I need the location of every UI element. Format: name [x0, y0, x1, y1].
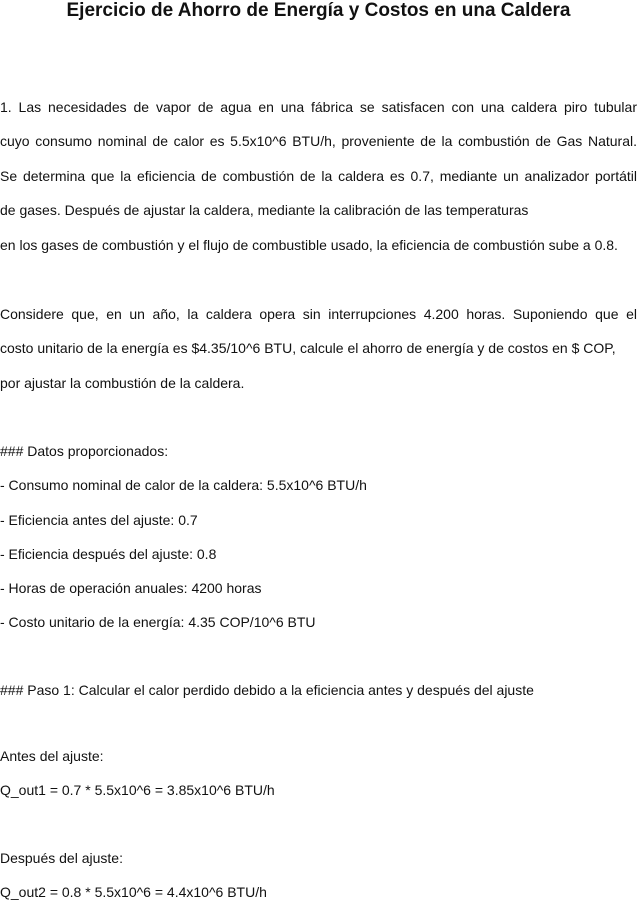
data-item: - Eficiencia después del ajuste: 0.8 [0, 546, 217, 562]
question-line-2: costo unitario de la energía es $4.35/10^6 BTU, calcule el ahorro de energía y de costos en $ COP, [0, 340, 616, 356]
before-label: Antes del ajuste: [0, 748, 104, 764]
before-formula: Q_out1 = 0.7 * 5.5x10^6 = 3.85x10^6 BTU/h [0, 782, 275, 798]
question-line-3: por ajustar la combustión de la caldera. [0, 375, 245, 391]
step1-heading: ### Paso 1: Calcular el calor perdido debido a la eficiencia antes y después del ajuste [0, 682, 534, 698]
problem-line-1: 1. Las necesidades de vapor de agua en una fábrica se satisfacen con una caldera piro tubular [0, 99, 637, 115]
data-item: - Costo unitario de la energía: 4.35 COP/10^6 BTU [0, 614, 316, 630]
data-heading: ### Datos proporcionados: [0, 443, 169, 459]
problem-line-4: de gases. Después de ajustar la caldera, mediante la calibración de las temperaturas [0, 202, 529, 218]
problem-line-3: Se determina que la eficiencia de combustión de la caldera es 0.7, mediante un analizador portátil [0, 168, 637, 184]
after-formula: Q_out2 = 0.8 * 5.5x10^6 = 4.4x10^6 BTU/h [0, 884, 267, 900]
data-item: - Eficiencia antes del ajuste: 0.7 [0, 512, 198, 528]
problem-line-5: en los gases de combustión y el flujo de combustible usado, la eficiencia de combustión sube a 0.8. [0, 237, 618, 253]
question-line-1: Considere que, en un año, la caldera opera sin interrupciones 4.200 horas. Suponiendo que el [0, 306, 637, 322]
after-label: Después del ajuste: [0, 850, 123, 866]
data-item: - Consumo nominal de calor de la caldera: 5.5x10^6 BTU/h [0, 477, 367, 493]
document-title: Ejercicio de Ahorro de Energía y Costos en una Caldera [66, 0, 571, 21]
data-item: - Horas de operación anuales: 4200 horas [0, 580, 262, 596]
problem-line-2: cuyo consumo nominal de calor es 5.5x10^6 BTU/h, proveniente de la combustión de Gas Natural. [0, 133, 637, 149]
